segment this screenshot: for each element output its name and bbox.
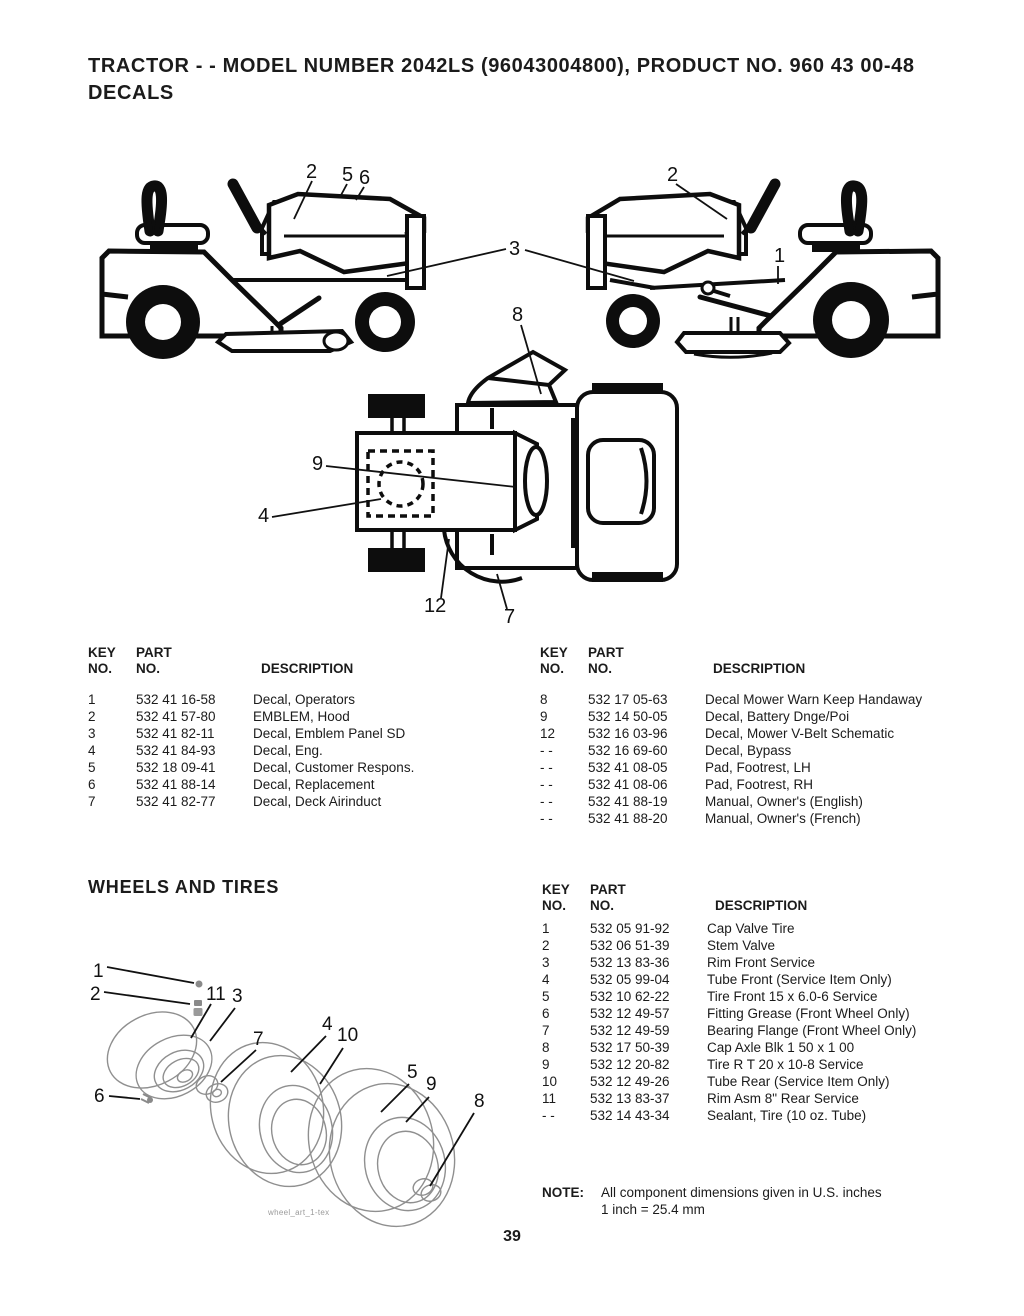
- table-row: - - 532 41 08-05 Pad, Footrest, LH: [540, 760, 811, 775]
- col-header-description: DESCRIPTION: [713, 661, 806, 676]
- callout-6-label: 6: [359, 167, 371, 189]
- deck-lever: [700, 297, 771, 316]
- wheels-callouts: [90, 961, 485, 1186]
- callout-2-label: 2: [306, 161, 318, 183]
- mower-deck: [677, 333, 789, 352]
- grille: [588, 216, 605, 288]
- col-header-part: PART: [136, 645, 172, 660]
- discharge-chute: [324, 332, 348, 350]
- table-row: 9 532 12 20-82 Tire R T 20 x 10-8 Service: [542, 1057, 864, 1072]
- table-row: - - 532 16 69-60 Decal, Bypass: [540, 743, 792, 758]
- table-row: 3 532 13 83-36 Rim Front Service: [542, 955, 816, 970]
- note-line2: 1 inch = 25.4 mm: [601, 1202, 705, 1217]
- table-row: 7 532 41 82-77 Decal, Deck Airinduct: [88, 794, 382, 809]
- callout-2-label: 2: [90, 984, 101, 1005]
- top-view-illustration: [357, 352, 677, 582]
- table-row: 5 532 18 09-41 Decal, Customer Respons.: [88, 760, 415, 775]
- callout-11-label: 11: [206, 984, 226, 1005]
- section-title-decals: DECALS: [88, 82, 174, 104]
- art-file-label: wheel_art_1-tex: [268, 1208, 330, 1217]
- table-row: 4 532 05 99-04 Tube Front (Service Item Only): [542, 972, 892, 987]
- callout-9-label: 9: [312, 453, 324, 475]
- table-row: 4 532 41 84-93 Decal, Eng.: [88, 743, 323, 758]
- grille: [407, 216, 424, 288]
- table-row: 12 532 16 03-96 Decal, Mower V-Belt Schematic: [540, 726, 895, 741]
- wheels-parts-table: KEY PART NO. NO. DESCRIPTION 1 532 05 91-92 Cap Valve Tire 2 532 06 51-39 Stem Valve 3 532 13 83-36 Rim Front Service 4 532 05 99-04 Tube Front (Service Item Only) 5 532 10 62-22 Tire Front 15 x 6.0-6 Service 6 532 12 49-57 Fitting Grease (Front Wheel Only) 7 532 12 49-59 Bearing Flange (Front Wheel Only) 8 532 17 50-39 Cap Axle Blk 1 50 x 1 00 9 532 12 20-82 Tire R T 20 x 10-8 Service 10 532 12 49-26 Tube Rear (Service Item Only) 11 532 13 83-37 Rim Asm 8" Rear Service - - 532 14 43-34 Sealant, Tire (10 oz. Tube): [542, 882, 992, 1124]
- left-tractor-illustration: [102, 184, 424, 359]
- callout-8-label: 8: [474, 1091, 485, 1112]
- callout-10-label: 10: [337, 1025, 359, 1046]
- table-row: - - 532 41 88-20 Manual, Owner's (French): [540, 811, 861, 826]
- table-row: 8 532 17 50-39 Cap Axle Blk 1 50 x 1 00: [542, 1040, 855, 1055]
- table-row: 7 532 12 49-59 Bearing Flange (Front Wheel Only): [542, 1023, 917, 1038]
- decals-parts-table-left: KEY PART NO. NO. DESCRIPTION 1 532 41 16-58 Decal, Operators 2 532 41 57-80 EMBLEM, Hood 3 532 41 82-11 Decal, Emblem Panel SD 4 532 41 84-93 Decal, Eng. 5 532 18 09-41 Decal, Customer Respons. 6 532 41 88-14 Decal, Replacement 7 532 41 82-77 Decal, Deck Airinduct: [88, 645, 520, 810]
- pulley-top: [525, 447, 547, 515]
- note-line1: All component dimensions given in U.S. inches: [601, 1185, 882, 1200]
- table-row: - - 532 41 08-06 Pad, Footrest, RH: [540, 777, 814, 792]
- col-header-key: KEY: [540, 645, 568, 660]
- valve-stem: [194, 1000, 202, 1006]
- table-row: 1 532 41 16-58 Decal, Operators: [88, 692, 356, 707]
- table-row: 6 532 12 49-57 Fitting Grease (Front Wheel Only): [542, 1006, 910, 1021]
- col-header-description: DESCRIPTION: [261, 661, 354, 676]
- col-header-part: PART: [588, 645, 624, 660]
- table-row: 1 532 05 91-92 Cap Valve Tire: [542, 921, 795, 936]
- callout-1-label: 1: [93, 961, 104, 982]
- decals-parts-table-right: KEY PART NO. NO. DESCRIPTION 8 532 17 05-63 Decal Mower Warn Keep Handaway 9 532 14 50-05 Decal, Battery Dnge/Poi 12 532 16 03-96 Decal, Mower V-Belt Schematic - - 532 16 69-60 Decal, Bypass - - 532 41 08-05 Pad, Footrest, LH - - 532 41 08-06 Pad, Footrest, RH - - 532 41 88-19 Manual, Owner's (English) - - 532 41 88-20 Manual, Owner's (French): [540, 645, 992, 827]
- wheel-exploded-art: [94, 981, 470, 1240]
- callout-8-label: 8: [512, 304, 524, 326]
- front-wheel-top: [368, 548, 425, 572]
- callout-1-label: 1: [774, 245, 786, 267]
- col-header-part: PART: [590, 882, 626, 897]
- callout-4-label: 4: [322, 1014, 333, 1035]
- col-header-description: DESCRIPTION: [715, 898, 808, 913]
- section-title-wheels: WHEELS AND TIRES: [88, 877, 280, 897]
- callout-2-label: 2: [667, 164, 679, 186]
- col-header-key: KEY: [542, 882, 570, 897]
- steering-area-top: [468, 352, 565, 403]
- deck-lever: [280, 298, 319, 324]
- callout-7-label: 7: [504, 606, 516, 628]
- table-row: 8 532 17 05-63 Decal Mower Warn Keep Handaway: [540, 692, 923, 707]
- callout-12-label: 12: [424, 595, 447, 617]
- wheels-diagram: [60, 920, 540, 1240]
- callout-6-label: 6: [94, 1086, 105, 1107]
- ignition-key: [702, 282, 714, 294]
- front-rim: [94, 997, 210, 1103]
- front-wheel-top: [368, 394, 425, 418]
- dimensions-note: [542, 1184, 972, 1218]
- note-label: NOTE:: [542, 1185, 584, 1200]
- callout-3-label: 3: [509, 238, 521, 260]
- table-row: - - 532 41 88-19 Manual, Owner's (English): [540, 794, 863, 809]
- table-row: 10 532 12 49-26 Tube Rear (Service Item Only): [542, 1074, 890, 1089]
- table-row: 2 532 06 51-39 Stem Valve: [542, 938, 776, 953]
- page-number: 39: [503, 1228, 521, 1245]
- hood: [588, 194, 739, 272]
- callout-7-label: 7: [253, 1029, 264, 1050]
- callout-5-label: 5: [407, 1062, 418, 1083]
- callout-9-label: 9: [426, 1074, 437, 1095]
- table-row: 3 532 41 82-11 Decal, Emblem Panel SD: [88, 726, 406, 741]
- table-row: 11 532 13 83-37 Rim Asm 8" Rear Service: [542, 1091, 859, 1106]
- callout-3-label: 3: [232, 986, 243, 1007]
- right-tractor-illustration: [588, 184, 938, 358]
- page-title: TRACTOR - - MODEL NUMBER 2042LS (96043004800), PRODUCT NO. 960 43 00-48: [88, 55, 915, 77]
- decals-diagram: [0, 130, 1024, 640]
- callout-5-label: 5: [342, 164, 354, 186]
- table-row: 9 532 14 50-05 Decal, Battery Dnge/Poi: [540, 709, 850, 724]
- valve-cap: [196, 981, 203, 988]
- table-row: 5 532 10 62-22 Tire Front 15 x 6.0-6 Service: [542, 989, 878, 1004]
- table-row: 6 532 41 88-14 Decal, Replacement: [88, 777, 375, 792]
- callout-4-label: 4: [258, 505, 270, 527]
- col-header-key: KEY: [88, 645, 116, 660]
- hood: [269, 194, 424, 272]
- table-row: 2 532 41 57-80 EMBLEM, Hood: [88, 709, 350, 724]
- table-row: - - 532 14 43-34 Sealant, Tire (10 oz. Tube): [542, 1108, 867, 1123]
